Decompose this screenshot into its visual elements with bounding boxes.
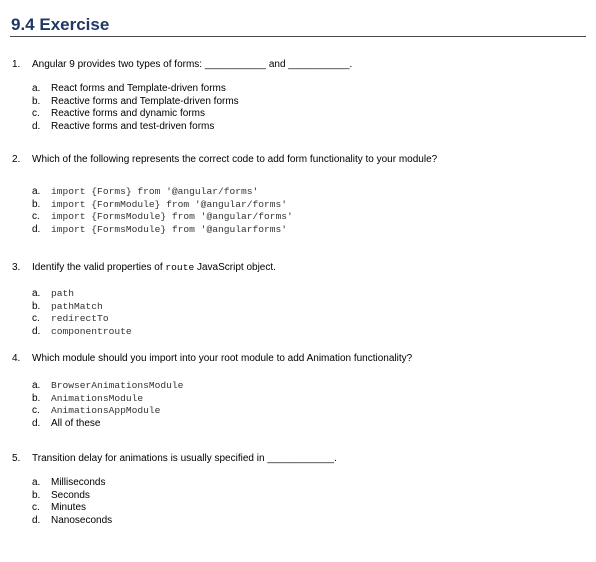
question-text: Which of the following represents the correct code to add form functionality to your module? xyxy=(32,154,438,165)
question-text: Identify the valid properties of xyxy=(32,262,166,273)
option-d: d. Nanoseconds xyxy=(32,515,113,527)
question-text: Angular 9 provides two types of forms: xyxy=(32,59,205,70)
option-b: b. AnimationsModule xyxy=(32,392,144,404)
question-number: 2. xyxy=(12,154,21,165)
option-c: c. AnimationsAppModule xyxy=(32,405,161,417)
question-text: and xyxy=(266,59,289,70)
question-number: 5. xyxy=(12,453,21,464)
question-2 xyxy=(12,153,437,166)
option-code: componentroute xyxy=(51,326,132,338)
question-3 xyxy=(12,261,276,274)
title-divider xyxy=(10,36,586,37)
question-number: 1. xyxy=(12,59,21,70)
option-code: redirectTo xyxy=(51,313,109,325)
option-code: path xyxy=(51,288,75,299)
option-a: a. path xyxy=(32,288,75,299)
option-d: d. import {FormsModule} from '@angularforms' xyxy=(32,224,288,236)
option-d: d. componentroute xyxy=(32,326,132,338)
option-a: a. React forms and Template-driven forms xyxy=(32,83,226,94)
options-list xyxy=(32,477,112,528)
option-text: Minutes xyxy=(51,502,87,514)
option-c: c. Minutes xyxy=(32,502,87,514)
option-a: a. Milliseconds xyxy=(32,477,106,488)
option-code: BrowserAnimationsModule xyxy=(51,380,184,391)
option-text: Nanoseconds xyxy=(51,515,113,527)
option-code: import {FormsModule} from '@angular/forms' xyxy=(51,211,293,223)
page-title: 9.4 Exercise xyxy=(11,15,110,34)
options-list xyxy=(32,186,293,237)
option-b: b. Seconds xyxy=(32,489,90,501)
option-code: pathMatch xyxy=(51,300,103,312)
question-4 xyxy=(12,352,412,365)
options-list xyxy=(32,83,239,134)
option-d: d. Reactive forms and test-driven forms xyxy=(32,121,215,133)
option-code: AnimationsModule xyxy=(51,392,144,404)
options-list xyxy=(32,380,183,431)
question-text: Which module should you import into your root module to add Animation functionality? xyxy=(32,353,413,364)
question-number: 4. xyxy=(12,353,21,364)
option-d: d. All of these xyxy=(32,418,101,430)
option-text: Milliseconds xyxy=(51,477,106,488)
option-b: b. Reactive forms and Template-driven forms xyxy=(32,95,239,107)
question-text: JavaScript object. xyxy=(194,262,276,273)
option-c: c. import {FormsModule} from '@angular/forms' xyxy=(32,211,293,223)
options-list xyxy=(32,288,132,339)
option-code: import {FormModule} from '@angular/forms' xyxy=(51,198,288,210)
question-text: . xyxy=(334,453,337,464)
question-text: Transition delay for animations is usually specified in xyxy=(32,453,268,464)
option-code: import {Forms} from '@angular/forms' xyxy=(51,186,259,197)
option-text: React forms and Template-driven forms xyxy=(51,83,226,94)
option-text: Reactive forms and test-driven forms xyxy=(51,121,215,133)
option-text: Seconds xyxy=(51,489,90,501)
option-c: c. Reactive forms and dynamic forms xyxy=(32,108,205,120)
question-text: . xyxy=(349,59,353,70)
option-text: Reactive forms and Template-driven forms xyxy=(51,95,239,107)
question-5 xyxy=(12,452,337,465)
option-c: c. redirectTo xyxy=(32,313,109,325)
option-a: a. import {Forms} from '@angular/forms' xyxy=(32,186,259,197)
inline-code: route xyxy=(165,262,195,273)
option-code: import {FormsModule} from '@angularforms' xyxy=(51,224,288,236)
option-text: Reactive forms and dynamic forms xyxy=(51,108,205,120)
answer-blank: ___________ xyxy=(288,59,350,70)
option-a: a. BrowserAnimationsModule xyxy=(32,380,184,391)
option-b: b. import {FormModule} from '@angular/forms' xyxy=(32,198,288,210)
option-text: All of these xyxy=(51,418,101,430)
option-b: b. pathMatch xyxy=(32,300,103,312)
question-1 xyxy=(12,58,352,71)
answer-blank: ____________ xyxy=(267,453,335,464)
question-number: 3. xyxy=(12,262,21,273)
answer-blank: ___________ xyxy=(204,59,267,70)
option-code: AnimationsAppModule xyxy=(51,405,161,417)
